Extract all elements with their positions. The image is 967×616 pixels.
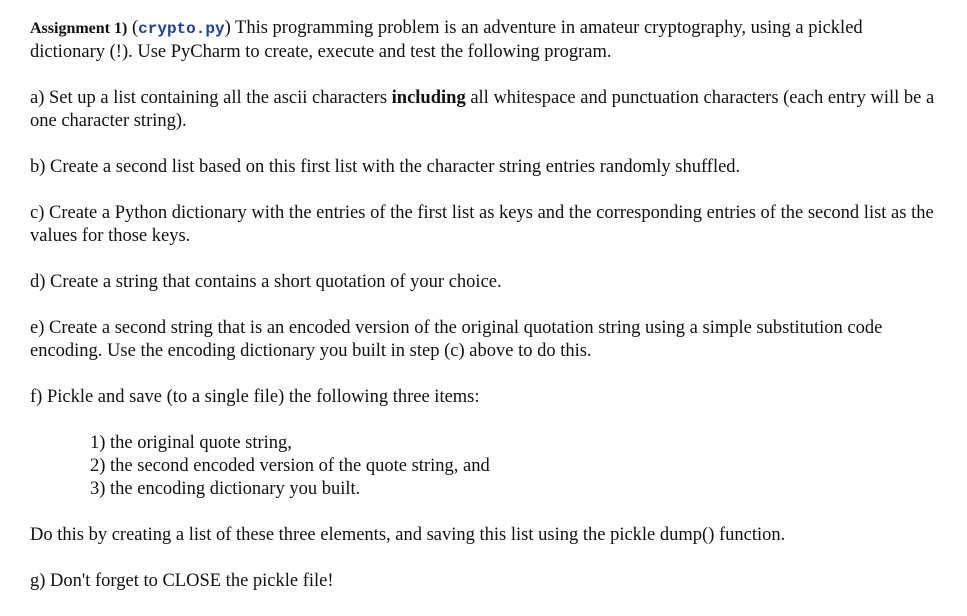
step-a-bold: including	[391, 88, 466, 108]
step-a	[30, 87, 940, 133]
step-f-item-3: 3) the encoding dictionary you built.	[90, 479, 361, 499]
step-b: b) Create a second list based on this first list with the character string entries randomly shuffled.	[30, 157, 741, 177]
intro-text: This programming problem is an adventure in amateur cryptography, using a pickled dictionary (!). Use PyCharm to create, execute and test the following program.	[30, 18, 863, 62]
step-c: c) Create a Python dictionary with the entries of the first list as keys and the corresponding entries of the second list as the values for those keys.	[30, 203, 934, 246]
do-this-instruction: Do this by creating a list of these three elements, and saving this list using the pickle dump() function.	[30, 525, 786, 545]
step-g: g) Don't forget to CLOSE the pickle file!	[30, 571, 334, 591]
step-f: f) Pickle and save (to a single file) the following three items:	[30, 387, 480, 407]
step-a-post: all whitespace and punctuation characters (each entry will be a one character string).	[30, 88, 935, 131]
paren-open: (	[127, 18, 139, 38]
assignment-label: Assignment 1)	[30, 20, 128, 37]
step-e: e) Create a second string that is an encoded version of the original quotation string using a simple substitution code encoding. Use the encoding dictionary you built in step (c) above to do this.	[30, 318, 883, 361]
step-a-pre: a) Set up a list containing all the ascii characters	[30, 88, 392, 108]
step-f-item-2: 2) the second encoded version of the quote string, and	[90, 456, 490, 476]
step-d: d) Create a string that contains a short quotation of your choice.	[30, 272, 502, 292]
assignment-intro	[30, 17, 940, 64]
step-f-item-1: 1) the original quote string,	[90, 433, 292, 453]
filename: crypto.py	[138, 20, 225, 38]
paren-close: )	[224, 18, 231, 38]
